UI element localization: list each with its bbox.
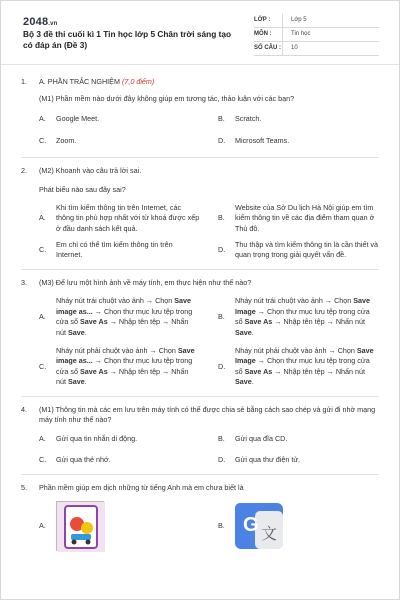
options-grid (39, 296, 379, 388)
option-letter: C. (39, 136, 47, 146)
section-heading (39, 77, 154, 87)
option-letter: B. (218, 520, 225, 530)
option-c[interactable] (39, 136, 200, 146)
question-4 (21, 405, 379, 475)
option-b[interactable] (218, 296, 379, 338)
question-text: (M1) Thông tin mà các em lưu trên máy tính có thể được chia sẻ bằng cách sao chép và gửi đi nhờ mạng máy tính như thế nào? (39, 404, 376, 425)
options-grid (39, 203, 379, 261)
option-b[interactable] (218, 434, 379, 444)
question-text: (M3) Để lưu một hình ảnh về máy tính, em thực hiện như thế nào? (39, 277, 252, 287)
option-a[interactable] (39, 114, 200, 124)
document-header (1, 1, 399, 65)
section-title: A. PHẦN TRẮC NGHIỆM (39, 77, 120, 86)
meta-key: MÔN : (254, 31, 272, 38)
option-text: Google Meet. (56, 113, 100, 123)
option-text: Khi tìm kiếm thông tin trên Internet, các thông tin phù hợp nhất với từ khoá được xếp ở đầu danh sách kết quả. (56, 202, 200, 233)
option-text: Zoom. (56, 136, 77, 146)
option-text: Gửi qua thẻ nhớ. (56, 455, 111, 465)
google-translate-icon (235, 503, 283, 549)
option-letter: D. (218, 245, 226, 255)
paint-app-icon (56, 501, 104, 551)
option-text: Nháy nút phải chuột vào ảnh → Chọn Save image as... → Chọn thư mục lưu tệp trong cửa sổ Save As → Nhập tên tệp → Nhấn nút Save. (56, 346, 195, 387)
option-letter: C. (39, 455, 47, 465)
question-text: (M2) Khoanh vào câu trả lời sai. (39, 165, 142, 175)
meta-key: SỐ CÂU : (254, 45, 281, 52)
divider (21, 157, 379, 158)
meta-key: LỚP : (254, 17, 271, 24)
option-text: Microsoft Teams. (235, 136, 290, 146)
option-letter: B. (218, 433, 225, 443)
option-a[interactable] (39, 501, 200, 551)
option-a[interactable] (39, 434, 200, 444)
question-text: (M1) Phần mềm nào dưới đây không giúp em tương tác, thảo luận với các bạn? (39, 94, 295, 104)
question-subtext: Phát biểu nào sau đây sai? (39, 185, 126, 195)
option-b[interactable] (218, 203, 379, 234)
question-number: 4. (21, 404, 27, 414)
option-text: Nháy nút trái chuột vào ảnh → Chọn Save Image → Chọn thư mục lưu tệp trong cửa sổ Save As → Nhập tên tệp → Nhấn nút Save. (235, 296, 371, 337)
option-a[interactable] (39, 296, 200, 338)
option-b[interactable] (218, 501, 379, 551)
translate-glyph: G (243, 513, 259, 536)
logo-suffix: .vn (48, 21, 58, 27)
option-letter: C. (39, 361, 47, 371)
meta-value: Tin học (282, 28, 310, 42)
options-grid (39, 434, 379, 466)
question-1 (21, 77, 379, 158)
divider (21, 396, 379, 397)
option-text: Gửi qua thư điện tử. (235, 455, 301, 465)
option-d[interactable] (218, 136, 379, 146)
meta-value: 10 (282, 42, 298, 56)
question-number: 1. (21, 77, 27, 86)
option-a[interactable] (39, 203, 200, 234)
question-number: 2. (21, 165, 27, 175)
option-letter: A. (39, 433, 46, 443)
question-text: Phần mềm giúp em dịch những từ tiếng Anh mà em chưa biết là (39, 482, 244, 492)
options-grid (39, 114, 379, 147)
option-letter: C. (39, 245, 47, 255)
page-title: Bộ 3 đề thi cuối kì 1 Tin học lớp 5 Chân trời sáng tạo có đáp án (Đề 3) (23, 29, 232, 50)
option-c[interactable] (39, 346, 200, 388)
option-letter: D. (218, 136, 226, 146)
question-2 (21, 166, 379, 270)
meta-row-count (254, 42, 379, 56)
option-d[interactable] (218, 346, 379, 388)
option-letter: D. (218, 455, 226, 465)
document-content (1, 77, 399, 551)
meta-table (254, 14, 379, 56)
option-letter: B. (218, 113, 225, 123)
option-letter: D. (218, 361, 226, 371)
option-d[interactable] (218, 240, 379, 261)
question-number: 5. (21, 482, 27, 492)
option-d[interactable] (218, 455, 379, 465)
option-letter: A. (39, 520, 46, 530)
option-text: Website của Sở Du lịch Hà Nội giúp em tìm kiếm thông tin về các địa điểm tham quan ở Thủ đô. (235, 202, 375, 233)
option-letter: A. (39, 113, 46, 123)
question-3 (21, 278, 379, 397)
logo-text: 2048 (23, 16, 49, 28)
question-5 (21, 483, 379, 551)
meta-value: Lớp 5 (282, 14, 307, 28)
option-letter: B. (218, 213, 225, 223)
option-text: Gửi qua đĩa CD. (235, 433, 288, 443)
option-letter: A. (39, 311, 46, 321)
option-letter: B. (218, 311, 225, 321)
options-grid (39, 501, 379, 551)
question-number: 3. (21, 277, 27, 287)
option-text: Nháy nút trái chuột vào ảnh → Chọn Save image as... → Chọn thư mục lưu tệp trong cửa sổ Save As → Nhập tên tệp → Nhấn nút Save. (56, 296, 193, 337)
option-text: Nháy nút phải chuột vào ảnh → Chọn Save Image → Chọn thư mục lưu tệp trong cửa sổ Save As → Nhập tên tệp → Nhấn nút Save. (235, 346, 374, 387)
option-text: Scratch. (235, 113, 262, 123)
option-text: Thu thập và tìm kiếm thông tin là cần thiết và quan trọng trong giải quyết vấn đề. (235, 239, 379, 260)
option-text: Em chỉ có thể tìm kiếm thông tin trên Internet. (56, 239, 173, 260)
section-points: (7,0 điểm) (121, 77, 155, 86)
divider (21, 474, 379, 475)
divider (21, 269, 379, 270)
svg-text:文: 文 (261, 523, 278, 543)
option-letter: A. (39, 213, 46, 223)
option-b[interactable] (218, 114, 379, 124)
meta-row-subject (254, 28, 379, 42)
meta-row-grade (254, 14, 379, 28)
option-text: Gửi qua tin nhắn di động. (56, 433, 138, 443)
option-c[interactable] (39, 455, 200, 465)
option-c[interactable] (39, 240, 200, 261)
